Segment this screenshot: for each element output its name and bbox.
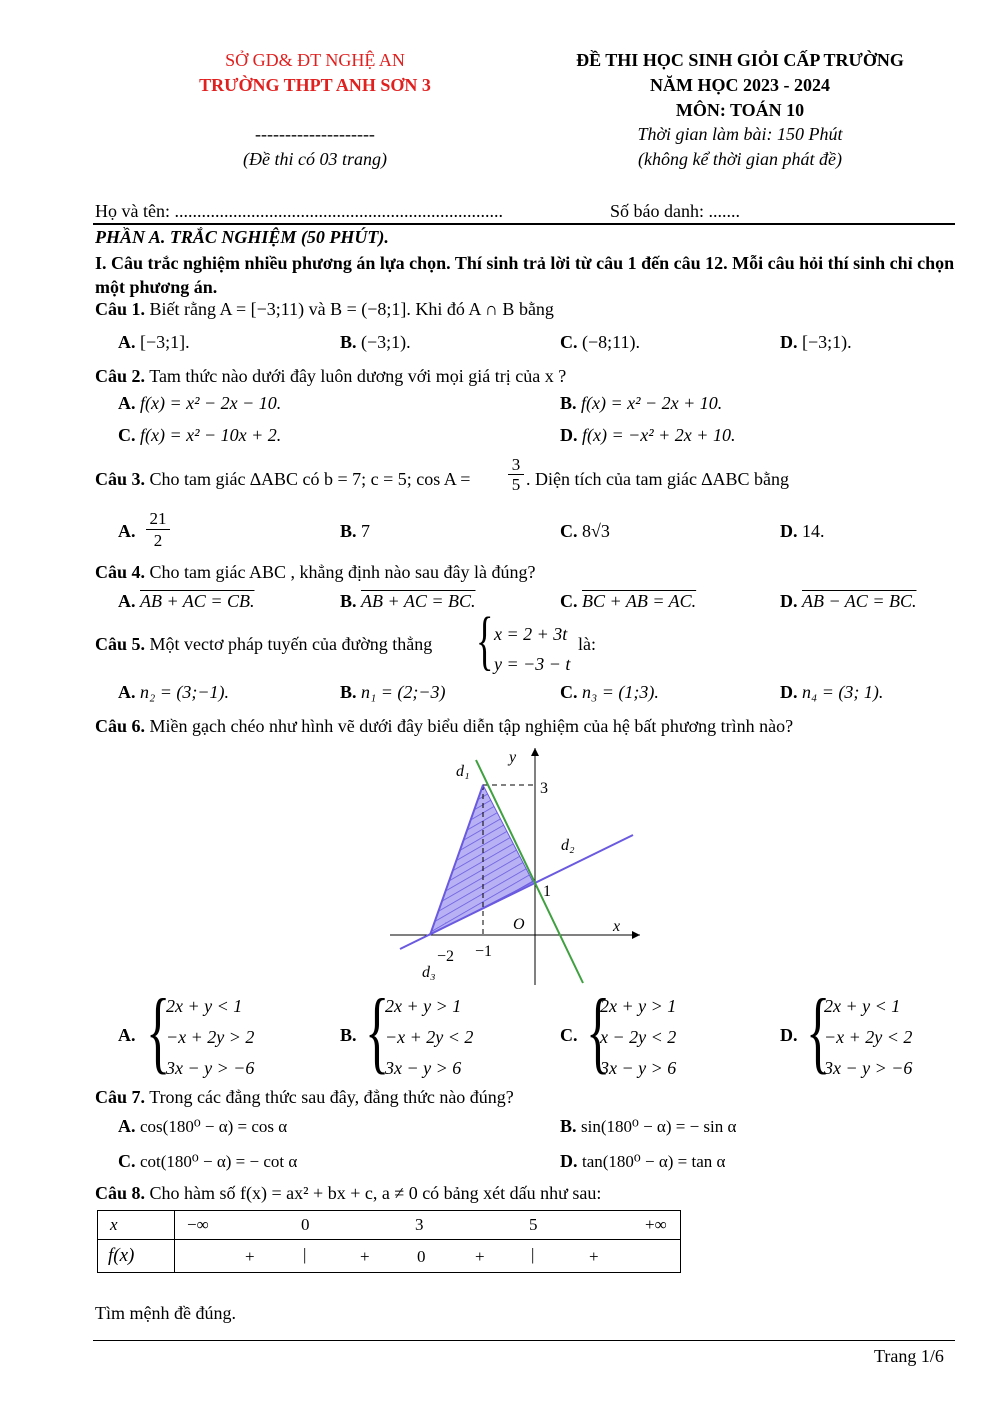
question-text: Cho tam giác ABC , khẳng định nào sau đây là đúng? [149, 562, 536, 582]
student-id-field[interactable]: Số báo danh: ....... [610, 201, 740, 221]
option-label: D. [780, 1025, 798, 1045]
option-label: A. [118, 682, 136, 702]
question-number: Câu 7. [95, 1087, 146, 1107]
q5-option-d[interactable] [780, 682, 883, 703]
option-label: B. [340, 591, 357, 611]
question-4 [95, 562, 535, 583]
sign-table-x-label: x [98, 1211, 175, 1240]
option-text: 8√3 [582, 521, 610, 541]
q4-option-b[interactable] [340, 591, 475, 612]
option-label: B. [340, 1025, 357, 1045]
system-line: −x + 2y < 2 [385, 1027, 474, 1047]
option-label: A. [118, 332, 136, 352]
system-line: 2x + y > 1 [600, 996, 677, 1016]
sign-table-x-values [175, 1211, 681, 1240]
option-text: [−3;1]. [140, 332, 190, 352]
question-3-tail: . Diện tích của tam giác ∆ABC bằng [526, 469, 789, 489]
fraction [508, 455, 524, 494]
question-number: Câu 8. [95, 1183, 146, 1203]
part-a-instruction: I. Câu trắc nghiệm nhiều phương án lựa chọn. Thí sinh trả lời từ câu 1 đến câu 12. Mỗi câu hỏi thí sinh chỉ chọn một phương án. [95, 253, 955, 297]
option-text: cos(180⁰ − α) = cos α [140, 1117, 288, 1136]
fraction-denominator: 5 [508, 474, 524, 494]
system-line: 2x + y < 1 [824, 996, 901, 1016]
fraction-numerator: 21 [149, 509, 167, 528]
sign-value: + [475, 1247, 485, 1266]
q2-option-c[interactable] [118, 425, 281, 446]
sign-table-f-label: f(x) [98, 1240, 175, 1273]
q4-option-a[interactable] [118, 591, 254, 612]
time-note: (không kể thời gian phát đề) [637, 149, 843, 169]
q3-option-c[interactable] [560, 521, 610, 542]
q7-option-c[interactable] [118, 1151, 297, 1172]
system-brace: { [476, 604, 494, 677]
q6-option-b[interactable] [340, 1025, 357, 1046]
option-label: C. [118, 425, 136, 445]
option-text: [−3;1). [802, 332, 852, 352]
system-brace: { [586, 980, 611, 1082]
q4-option-c[interactable] [560, 591, 696, 612]
question-5-tail: là: [578, 634, 596, 654]
school-name: TRƯỜNG THPT ANH SƠN 3 [199, 75, 431, 95]
tick-1: 1 [543, 883, 551, 900]
sign-table [97, 1210, 681, 1273]
option-text: n₃ = (1;3). [582, 682, 659, 702]
label-y: y [509, 749, 517, 766]
option-label: D. [780, 591, 798, 611]
question-text: Biết rằng A = [−3;11) và B = (−8;1]. Khi đó A ∩ B bằng [149, 299, 554, 319]
option-label: A. [118, 1025, 136, 1045]
sign-value: | [531, 1245, 535, 1264]
system-line: x − 2y < 2 [600, 1027, 677, 1047]
x-value: 5 [529, 1215, 538, 1234]
option-text: AB + AC = CB. [140, 591, 255, 611]
x-value: 3 [415, 1215, 424, 1234]
q6-system-a [166, 991, 254, 1084]
sign-table-signs [175, 1240, 681, 1273]
inequality-graph [390, 740, 650, 985]
question-text: Trong các đẳng thức sau đây, đẳng thức nào đúng? [149, 1087, 514, 1107]
option-label: D. [560, 425, 578, 445]
option-text: 7 [361, 521, 371, 541]
question-text: Cho hàm số f(x) = ax² + bx + c, a ≠ 0 có bảng xét dấu như sau: [149, 1183, 602, 1203]
question-number: Câu 5. [95, 634, 146, 654]
option-text: 14. [802, 521, 825, 541]
q6-option-d[interactable] [780, 1025, 798, 1046]
pages-note: (Đề thi có 03 trang) [243, 149, 387, 169]
system-line: 2x + y < 1 [166, 996, 243, 1016]
option-text: sin(180⁰ − α) = − sin α [581, 1117, 737, 1136]
tick-minus-2: −2 [437, 948, 455, 965]
option-text: AB − AC = BC. [802, 591, 917, 611]
x-axis-arrow [632, 931, 640, 939]
q3-option-d[interactable] [780, 521, 825, 542]
system-line: 3x − y > 6 [385, 1058, 462, 1078]
parametric-system [494, 619, 570, 679]
option-label: B. [560, 1116, 577, 1136]
school-year: NĂM HỌC 2023 - 2024 [650, 75, 830, 95]
question-1 [95, 299, 554, 320]
question-5 [95, 634, 432, 655]
q6-option-c[interactable] [560, 1025, 578, 1046]
option-label: D. [780, 521, 798, 541]
label-d2: d₂ [561, 837, 575, 854]
sign-value: | [303, 1245, 307, 1264]
option-text: f(x) = −x² + 2x + 10. [582, 425, 736, 445]
origin-label: O [513, 916, 525, 933]
label-d3: d₃ [422, 964, 436, 981]
q6-option-a[interactable] [118, 1025, 136, 1046]
option-text: n₂ = (3;−1). [140, 682, 230, 702]
q1-option-d[interactable] [780, 332, 852, 353]
q2-option-a[interactable] [118, 393, 281, 414]
option-label: B. [340, 682, 357, 702]
option-text: tan(180⁰ − α) = tan α [582, 1152, 726, 1171]
option-text: (−8;11). [582, 332, 640, 352]
q5-option-b[interactable] [340, 682, 446, 703]
option-label: D. [780, 682, 798, 702]
question-3 [95, 469, 470, 490]
tick-minus-1: −1 [475, 943, 493, 960]
question-number: Câu 4. [95, 562, 146, 582]
question-text: Một vectơ pháp tuyến của đường thẳng [149, 634, 433, 654]
page-number: Trang 1/6 [874, 1346, 944, 1366]
option-label: B. [560, 393, 577, 413]
q3-option-a-fraction [146, 508, 170, 551]
label-d1: d₁ [456, 763, 470, 780]
fraction-denominator: 2 [146, 529, 170, 551]
time-limit: Thời gian làm bài: 150 Phút [637, 124, 843, 144]
footer-rule [93, 1340, 955, 1341]
option-text: n₁ = (2;−3) [361, 682, 446, 702]
option-text: f(x) = x² − 10x + 2. [140, 425, 282, 445]
option-label: C. [560, 332, 578, 352]
q5-option-c[interactable] [560, 682, 659, 703]
q3-option-b[interactable] [340, 521, 370, 542]
sign-value: + [245, 1247, 255, 1266]
fraction-numerator: 3 [511, 455, 521, 474]
question-number: Câu 1. [95, 299, 146, 319]
option-text: cot(180⁰ − α) = − cot α [140, 1152, 298, 1171]
header-divider: -------------------- [255, 124, 375, 144]
system-line: −x + 2y < 2 [824, 1027, 913, 1047]
y-axis-arrow [531, 748, 539, 756]
q2-option-d[interactable] [560, 425, 735, 446]
system-line: 3x − y > 6 [600, 1058, 677, 1078]
option-label: A. [118, 1116, 136, 1136]
sign-value: + [589, 1247, 599, 1266]
question-text: Cho tam giác ∆ABC có b = 7; c = 5; cos A = [149, 469, 471, 489]
student-name-field[interactable]: Họ và tên: ......................................................................... [95, 201, 503, 221]
option-text: BC + AB = AC. [582, 591, 697, 611]
x-value: −∞ [187, 1215, 209, 1234]
system-line: y = −3 − t [494, 654, 571, 674]
q6-system-d [824, 991, 912, 1084]
sign-table-header-row [98, 1211, 681, 1240]
question-8-tail: Tìm mệnh đề đúng. [95, 1303, 236, 1323]
option-label: B. [340, 521, 357, 541]
option-text: f(x) = x² − 2x − 10. [140, 393, 282, 413]
sign-value: + [360, 1247, 370, 1266]
shaded-region [430, 785, 533, 935]
option-label: A. [118, 393, 136, 413]
option-text: AB + AC = BC. [361, 591, 476, 611]
option-label: C. [560, 1025, 578, 1045]
header-rule [93, 223, 955, 225]
sign-value: 0 [417, 1247, 426, 1266]
option-label: C. [560, 682, 578, 702]
q1-option-c[interactable] [560, 332, 640, 353]
q6-system-c [600, 991, 676, 1084]
q7-option-a[interactable] [118, 1116, 287, 1137]
dept-name: SỞ GD& ĐT NGHỆ AN [225, 50, 405, 70]
question-text: Miền gạch chéo như hình vẽ dưới đây biểu diễn tập nghiệm của hệ bất phương trình nào? [149, 716, 794, 736]
q1-option-b[interactable] [340, 332, 411, 353]
q6-system-b [385, 991, 473, 1084]
option-label: C. [560, 591, 578, 611]
question-number: Câu 2. [95, 366, 146, 386]
x-value: 0 [301, 1215, 310, 1234]
system-line: x = 2 + 3t [494, 624, 568, 644]
exam-title: ĐỀ THI HỌC SINH GIỎI CẤP TRƯỜNG [576, 50, 904, 70]
q2-option-b[interactable] [560, 393, 722, 414]
q7-option-d[interactable] [560, 1151, 725, 1172]
tick-3: 3 [540, 780, 548, 797]
question-2 [95, 366, 566, 387]
question-8 [95, 1183, 601, 1204]
question-7 [95, 1087, 514, 1108]
option-label: D. [780, 332, 798, 352]
system-brace: { [365, 980, 390, 1082]
question-number: Câu 6. [95, 716, 146, 736]
option-text: (−3;1). [361, 332, 411, 352]
option-label: B. [340, 332, 357, 352]
q5-option-a[interactable] [118, 682, 229, 703]
q7-option-b[interactable] [560, 1116, 736, 1137]
x-value: +∞ [645, 1215, 667, 1234]
subject: MÔN: TOÁN 10 [675, 100, 805, 120]
system-line: −x + 2y > 2 [166, 1027, 255, 1047]
question-text: Tam thức nào dưới đây luôn dương với mọi giá trị của x ? [149, 366, 567, 386]
q4-option-d[interactable] [780, 591, 916, 612]
option-text: n₄ = (3; 1). [802, 682, 884, 702]
label-x: x [613, 918, 621, 935]
option-label: C. [560, 521, 578, 541]
part-a-title: PHẦN A. TRẮC NGHIỆM (50 PHÚT). [95, 227, 389, 247]
option-label: A. [118, 591, 136, 611]
system-line: 3x − y > −6 [166, 1058, 255, 1078]
system-brace: { [146, 980, 171, 1082]
q3-option-a[interactable] [118, 521, 136, 542]
system-brace: { [806, 980, 831, 1082]
option-text: f(x) = x² − 2x + 10. [581, 393, 723, 413]
option-label: C. [118, 1151, 136, 1171]
option-label: D. [560, 1151, 578, 1171]
system-line: 2x + y > 1 [385, 996, 462, 1016]
question-number: Câu 3. [95, 469, 146, 489]
sign-table-sign-row [98, 1240, 681, 1273]
system-line: 3x − y > −6 [824, 1058, 913, 1078]
question-6 [95, 716, 793, 737]
q1-option-a[interactable] [118, 332, 190, 353]
option-label: A. [118, 521, 136, 541]
